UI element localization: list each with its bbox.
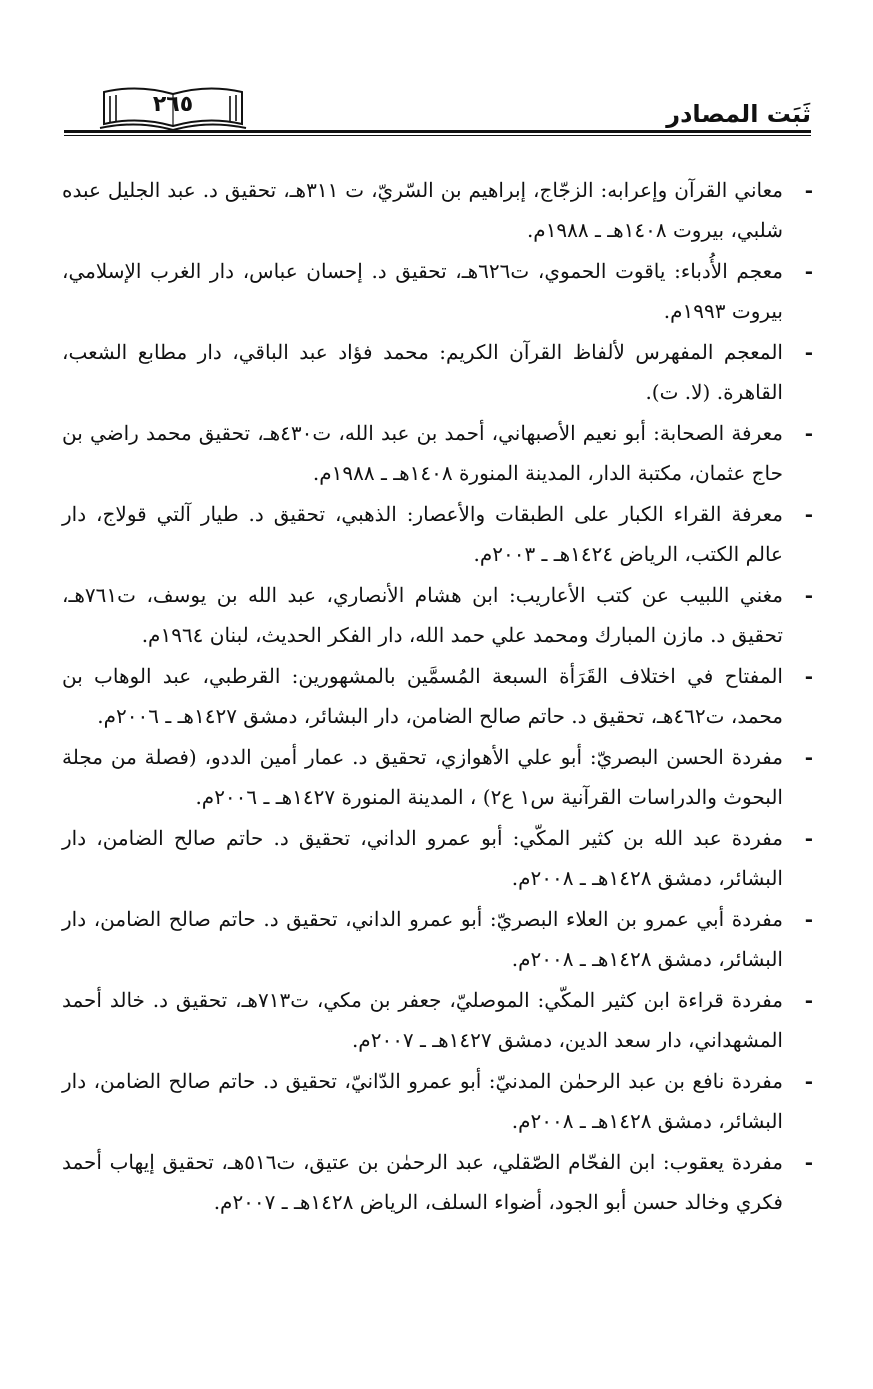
entry-text: مفردة أبي عمرو بن العلاء البصريّ: أبو عمرو الداني، تحقيق د. حاتم صالح الضامن، دار البشائر، دمشق ١٤٢٨هـ ـ ٢٠٠٨م. — [62, 907, 783, 971]
bibliography-entry — [62, 575, 813, 655]
entry-dash: - — [804, 502, 813, 526]
bibliography-entry — [62, 656, 813, 736]
page-number-badge — [98, 84, 248, 128]
bibliography-entry — [62, 1142, 813, 1222]
entry-text: مفردة يعقوب: ابن الفحّام الصّقلي، عبد الرحمٰن بن عتيق، ت٥١٦هـ، تحقيق إيهاب أحمد فكري وخالد حسن أبو الجود، أضواء السلف، الرياض ١٤٢٨هـ ـ ٢٠٠٧م. — [62, 1150, 783, 1214]
entry-text: معاني القرآن وإعرابه: الزجّاج، إبراهيم بن السّريّ، ت ٣١١هـ، تحقيق د. عبد الجليل عبده شلبي، بيروت ١٤٠٨هـ ـ ١٩٨٨م. — [62, 178, 783, 242]
entry-dash: - — [804, 1150, 813, 1174]
bibliography-entry — [62, 899, 813, 979]
entry-dash: - — [804, 178, 813, 202]
entry-dash: - — [804, 745, 813, 769]
bibliography-entry — [62, 251, 813, 331]
entry-dash: - — [804, 1069, 813, 1093]
entry-text: المعجم المفهرس لألفاظ القرآن الكريم: محمد فؤاد عبد الباقي، دار مطابع الشعب، القاهرة. (لا. ت). — [62, 340, 783, 404]
bibliography-entry — [62, 413, 813, 493]
entry-dash: - — [804, 907, 813, 931]
entry-text: مفردة قراءة ابن كثير المكّي: الموصليّ، جعفر بن مكي، ت٧١٣هـ، تحقيق د. خالد أحمد المشهداني، دار سعد الدين، دمشق ١٤٢٧هـ ـ ٢٠٠٧م. — [62, 988, 783, 1052]
entry-dash: - — [804, 988, 813, 1012]
entry-dash: - — [804, 259, 813, 283]
entry-dash: - — [804, 664, 813, 688]
entry-dash: - — [804, 421, 813, 445]
page-header — [64, 78, 811, 138]
bibliography-entry — [62, 494, 813, 574]
entry-text: معرفة القراء الكبار على الطبقات والأعصار: الذهبي، تحقيق د. طيار آلتي قولاج، دار عالم الكتب، الرياض ١٤٢٤هـ ـ ٢٠٠٣م. — [62, 502, 783, 566]
entry-text: مفردة الحسن البصريّ: أبو علي الأهوازي، تحقيق د. عمار أمين الددو، (فصلة من مجلة البحوث والدراسات القرآنية س١ ع٢) ، المدينة المنورة ١٤٢٧هـ ـ ٢٠٠٦م. — [62, 745, 783, 809]
entry-text: مغني اللبيب عن كتب الأعاريب: ابن هشام الأنصاري، عبد الله بن يوسف، ت٧٦١هـ، تحقيق د. مازن المبارك ومحمد علي حمد الله، دار الفكر الحديث، لبنان ١٩٦٤م. — [62, 583, 783, 647]
entry-text: معرفة الصحابة: أبو نعيم الأصبهاني، أحمد بن عبد الله، ت٤٣٠هـ، تحقيق محمد راضي بن حاج عثمان، مكتبة الدار، المدينة المنورة ١٤٠٨هـ ـ ١٩٨٨م. — [62, 421, 783, 485]
bibliography-entry — [62, 818, 813, 898]
page-number: ٢٦٥ — [152, 92, 194, 117]
entry-text: المفتاح في اختلاف القَرَأة السبعة المُسمَّين بالمشهورين: القرطبي، عبد الوهاب بن محمد، ت٤٦٢هـ، تحقيق د. حاتم صالح الضامن، دار البشائر، دمشق ١٤٢٧هـ ـ ٢٠٠٦م. — [62, 664, 783, 728]
entry-dash: - — [804, 340, 813, 364]
bibliography-entry — [62, 170, 813, 250]
entry-text: مفردة نافع بن عبد الرحمٰن المدنيّ: أبو عمرو الدّانيّ، تحقيق د. حاتم صالح الضامن، دار البشائر، دمشق ١٤٢٨هـ ـ ٢٠٠٨م. — [62, 1069, 783, 1133]
bibliography-entry — [62, 737, 813, 817]
entry-dash: - — [804, 583, 813, 607]
entry-dash: - — [804, 826, 813, 850]
bibliography-entry — [62, 332, 813, 412]
bibliography-list — [62, 170, 813, 1223]
bibliography-entry — [62, 980, 813, 1060]
bibliography-entry — [62, 1061, 813, 1141]
header-rule — [64, 130, 811, 133]
entry-text: معجم الأُدباء: ياقوت الحموي، ت٦٢٦هـ، تحقيق د. إحسان عباس، دار الغرب الإسلامي، بيروت ١٩٩٣م. — [62, 259, 783, 323]
header-rule-thin — [64, 135, 811, 136]
entry-text: مفردة عبد الله بن كثير المكّي: أبو عمرو الداني، تحقيق د. حاتم صالح الضامن، دار البشائر، دمشق ١٤٢٨هـ ـ ٢٠٠٨م. — [62, 826, 783, 890]
running-title: ثَبَت المصادر — [666, 100, 811, 128]
